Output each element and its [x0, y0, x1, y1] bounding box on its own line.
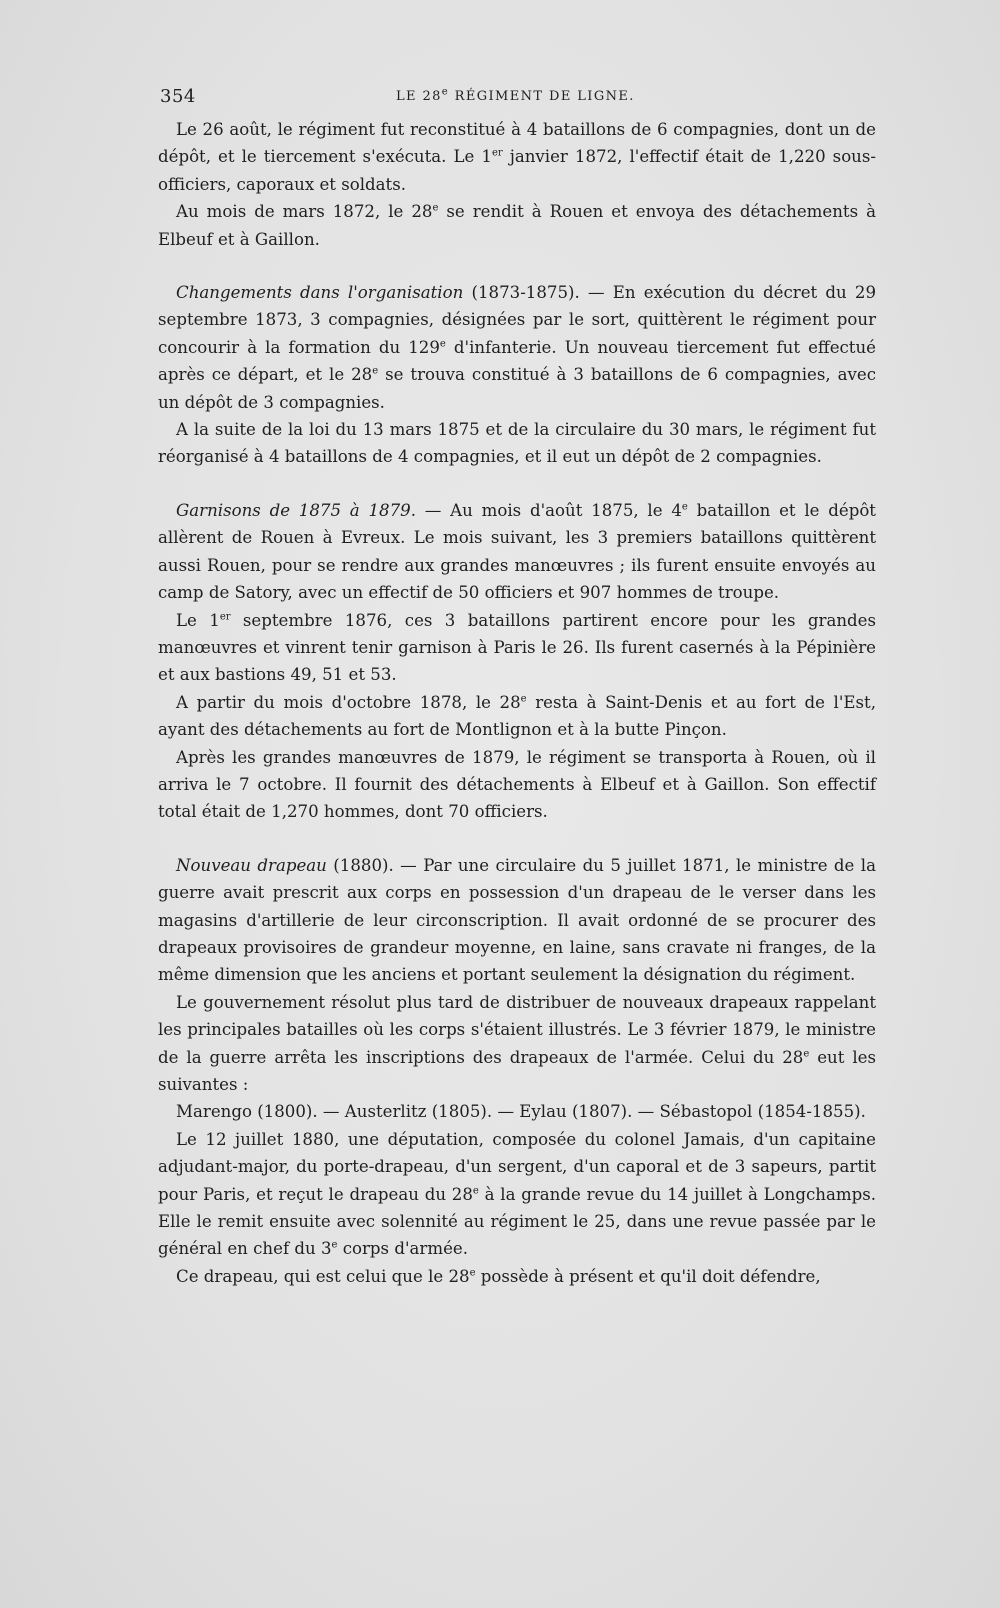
- paragraph: Le 12 juillet 1880, une députation, composée du colonel Jamais, d'un capitaine adjudant-major, du porte-drapeau, d'un sergent, d'un caporal et de 3 sapeurs, partit pour Paris, et reçut le drapeau du 28e à la grande revue du 14 juillet à Longchamps. Elle le remit ensuite avec solennité au régiment le 25, dans une revue passée par le général en chef du 3e corps d'armée.: [158, 1129, 876, 1259]
- paragraph: A la suite de la loi du 13 mars 1875 et de la circulaire du 30 mars, le régiment fut réorganisé à 4 bataillons de 4 compagnies, et il eut un dépôt de 2 compagnies.: [158, 420, 876, 467]
- section-paragraph: Nouveau drapeau (1880). — Par une circulaire du 5 juillet 1871, le ministre de la guerre avait prescrit aux corps en possession d'un drapeau de le verser dans les magasins d'artillerie de leur circonscription. Il avait ordonné de se procurer des drapeaux provisoires de grandeur moyenne, en laine, sans cravate ni franges, de la même dimension que les anciens et portant seulement la désignation du régiment.: [158, 855, 877, 985]
- paragraph: Marengo (1800). — Austerlitz (1805). — Eylau (1807). — Sébastopol (1854-1855).: [176, 1102, 866, 1122]
- section-paragraph: Changements dans l'organisation (1873-1875). — En exécution du décret du 29 septembre 1873, 3 compagnies, désignées par le sort, quittèrent le régiment pour concourir à la formation du 129e d'infanterie. Un nouveau tiercement fut effectué après ce départ, et le 28e se trouva constitué à 3 bataillons de 6 compagnies, avec un dépôt de 3 compagnies.: [158, 283, 876, 412]
- section-heading: Garnisons de 1875 à 1879: [176, 500, 411, 520]
- page-number: 354: [160, 86, 196, 107]
- section-heading: Nouveau drapeau: [176, 855, 327, 875]
- paragraph: Le 1er septembre 1876, ces 3 bataillons partirent encore pour les grandes manœuvres et vinrent tenir garnison à Paris le 26. Ils furent casernés à la Pépinière et aux bastions 49, 51 et 53.: [158, 610, 877, 685]
- page-header: [160, 86, 874, 112]
- paragraph: Après les grandes manœuvres de 1879, le régiment se transporta à Rouen, où il arriva le 7 octobre. Il fournit des détachements à Elbeuf et à Gaillon. Son effectif total était de 1,270 hommes, dont 70 officiers.: [158, 747, 876, 822]
- page-body: [158, 116, 876, 1290]
- section-heading: Changements dans l'organisation: [176, 283, 464, 303]
- section-paragraph: Garnisons de 1875 à 1879. — Au mois d'août 1875, le 4e bataillon et le dépôt allèrent de Rouen à Evreux. Le mois suivant, les 3 premiers bataillons quittèrent aussi Rouen, pour se rendre aux grandes manœuvres ; ils furent ensuite envoyés au camp de Satory, avec un effectif de 50 officiers et 907 hommes de troupe.: [158, 500, 876, 603]
- paragraph: Le gouvernement résolut plus tard de distribuer de nouveaux drapeaux rappelant les principales batailles où les corps s'étaient illustrés. Le 3 février 1879, le ministre de la guerre arrêta les inscriptions des drapeaux de l'armée. Celui du 28e eut les suivantes :: [158, 992, 876, 1094]
- paragraph: Le 26 août, le régiment fut reconstitué à 4 bataillons de 6 compagnies, dont un de dépôt, et le tiercement s'exécuta. Le 1er janvier 1872, l'effectif était de 1,220 sous-officiers, caporaux et soldats.: [158, 120, 876, 194]
- running-head: LE 28e RÉGIMENT DE LIGNE.: [396, 86, 635, 104]
- paragraph: Ce drapeau, qui est celui que le 28e possède à présent et qu'il doit défendre,: [176, 1266, 821, 1286]
- paragraph: A partir du mois d'octobre 1878, le 28e resta à Saint-Denis et au fort de l'Est, ayant des détachements au fort de Montlignon et à la butte Pinçon.: [158, 692, 876, 740]
- paragraph: Au mois de mars 1872, le 28e se rendit à Rouen et envoya des détachements à Elbeuf et à Gaillon.: [158, 202, 876, 249]
